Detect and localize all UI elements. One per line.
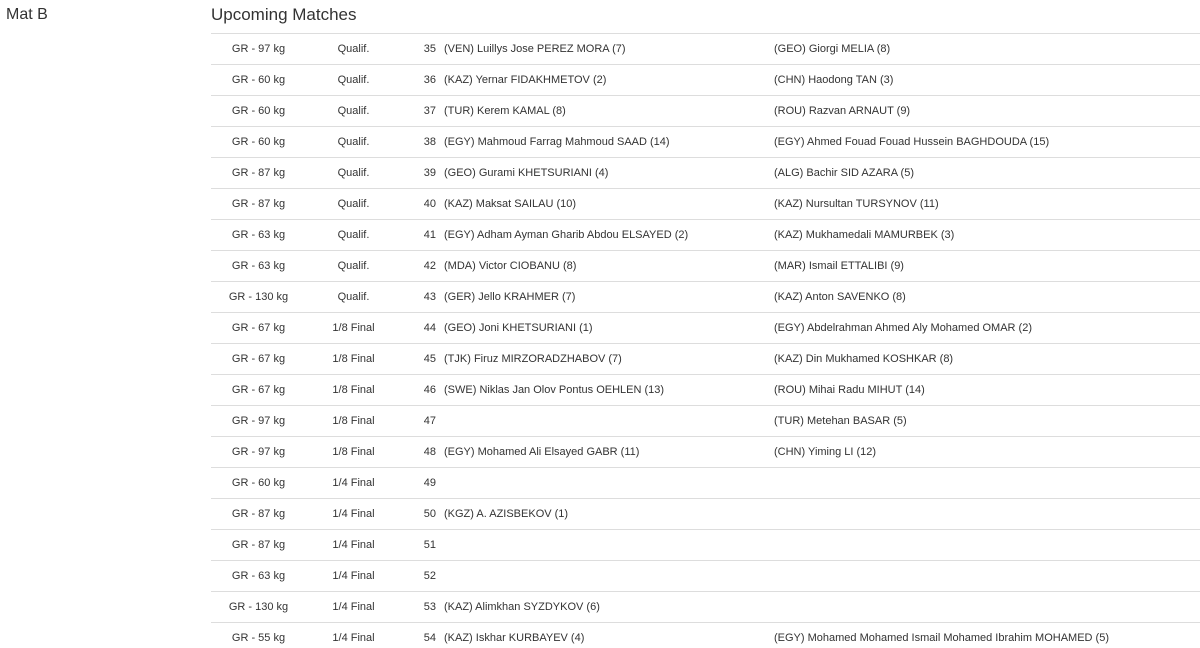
match-category: GR - 67 kg (231, 322, 286, 334)
blue-competitor: (TUR) Metehan BASAR (5) (774, 415, 907, 427)
blue-competitor: (MAR) Ismail ETTALIBI (9) (774, 260, 904, 272)
match-category: GR - 60 kg (231, 74, 286, 86)
blue-competitor: (KAZ) Nursultan TURSYNOV (11) (774, 198, 939, 210)
match-number: 46 (423, 384, 436, 396)
match-number: 41 (423, 229, 436, 241)
match-row (211, 158, 1200, 189)
match-row (211, 406, 1200, 437)
match-number: 43 (423, 291, 436, 303)
match-row (211, 220, 1200, 251)
match-row (211, 65, 1200, 96)
match-number: 48 (423, 446, 436, 458)
match-category: GR - 87 kg (231, 198, 286, 210)
red-competitor: (GEO) Gurami KHETSURIANI (4) (444, 167, 609, 179)
match-number: 52 (423, 570, 436, 582)
match-category: GR - 63 kg (231, 570, 286, 582)
match-round: 1/8 Final (332, 384, 375, 396)
blue-competitor: (CHN) Haodong TAN (3) (774, 74, 894, 86)
match-round: Qualif. (337, 167, 370, 179)
match-number: 50 (423, 508, 436, 520)
match-row (211, 530, 1200, 561)
match-number: 40 (423, 198, 436, 210)
match-round: 1/4 Final (332, 570, 375, 582)
match-row (211, 189, 1200, 220)
match-row (211, 437, 1200, 468)
match-row (211, 127, 1200, 158)
blue-competitor: (GEO) Giorgi MELIA (8) (774, 43, 891, 55)
match-round: 1/4 Final (332, 508, 375, 520)
match-round: Qualif. (337, 260, 370, 272)
match-round: 1/8 Final (332, 322, 375, 334)
match-row (211, 623, 1200, 648)
match-category: GR - 97 kg (231, 446, 286, 458)
match-round: Qualif. (337, 105, 370, 117)
red-competitor: (VEN) Luillys Jose PEREZ MORA (7) (444, 43, 626, 55)
blue-competitor: (KAZ) Din Mukhamed KOSHKAR (8) (774, 353, 954, 365)
match-category: GR - 97 kg (231, 43, 286, 55)
match-number: 47 (423, 415, 436, 427)
blue-competitor: (EGY) Mohamed Mohamed Ismail Mohamed Ibrahim MOHAMED (5) (774, 632, 1109, 644)
red-competitor: (MDA) Victor CIOBANU (8) (444, 260, 577, 272)
mat-label: Mat B (6, 6, 48, 23)
match-row (211, 34, 1200, 65)
red-competitor: (KAZ) Alimkhan SYZDYKOV (6) (444, 601, 600, 613)
match-round: Qualif. (337, 229, 370, 241)
match-number: 45 (423, 353, 436, 365)
match-number: 51 (423, 539, 436, 551)
match-category: GR - 63 kg (231, 260, 286, 272)
match-number: 53 (423, 601, 436, 613)
match-number: 37 (423, 105, 436, 117)
red-competitor: (GER) Jello KRAHMER (7) (444, 291, 576, 303)
red-competitor: (TUR) Kerem KAMAL (8) (444, 105, 566, 117)
match-row (211, 468, 1200, 499)
match-row (211, 96, 1200, 127)
red-competitor (444, 406, 769, 436)
red-competitor: (KAZ) Maksat SAILAU (10) (444, 198, 577, 210)
match-category: GR - 60 kg (231, 136, 286, 148)
match-category: GR - 87 kg (231, 539, 286, 551)
red-competitor (444, 561, 769, 591)
blue-competitor (774, 561, 1194, 591)
match-round: 1/4 Final (332, 601, 375, 613)
match-number: 44 (423, 322, 436, 334)
red-competitor: (KGZ) A. AZISBEKOV (1) (444, 508, 569, 520)
blue-competitor (774, 530, 1194, 560)
match-category: GR - 60 kg (231, 105, 286, 117)
red-competitor: (SWE) Niklas Jan Olov Pontus OEHLEN (13) (444, 384, 665, 396)
match-category: GR - 63 kg (231, 229, 286, 241)
match-row (211, 251, 1200, 282)
match-round: Qualif. (337, 136, 370, 148)
match-round: 1/8 Final (332, 446, 375, 458)
blue-competitor: (ROU) Razvan ARNAUT (9) (774, 105, 911, 117)
match-category: GR - 67 kg (231, 384, 286, 396)
match-round: Qualif. (337, 291, 370, 303)
match-category: GR - 87 kg (231, 167, 286, 179)
match-round: 1/4 Final (332, 632, 375, 644)
match-row (211, 282, 1200, 313)
match-round: Qualif. (337, 74, 370, 86)
red-competitor: (GEO) Joni KHETSURIANI (1) (444, 322, 593, 334)
match-row (211, 313, 1200, 344)
match-number: 38 (423, 136, 436, 148)
match-category: GR - 97 kg (231, 415, 286, 427)
match-round: Qualif. (337, 198, 370, 210)
red-competitor: (EGY) Adham Ayman Gharib Abdou ELSAYED (2) (444, 229, 689, 241)
match-category: GR - 60 kg (231, 477, 286, 489)
blue-competitor: (KAZ) Mukhamedali MAMURBEK (3) (774, 229, 955, 241)
blue-competitor: (EGY) Abdelrahman Ahmed Aly Mohamed OMAR (2) (774, 322, 1032, 334)
match-row (211, 592, 1200, 623)
blue-competitor (774, 499, 1194, 529)
red-competitor (444, 468, 769, 498)
match-round: 1/4 Final (332, 477, 375, 489)
blue-competitor: (KAZ) Anton SAVENKO (8) (774, 291, 906, 303)
blue-competitor (774, 468, 1194, 498)
match-row (211, 375, 1200, 406)
blue-competitor: (EGY) Ahmed Fouad Fouad Hussein BAGHDOUDA (15) (774, 136, 1050, 148)
match-number: 54 (423, 632, 436, 644)
match-number: 36 (423, 74, 436, 86)
match-number: 39 (423, 167, 436, 179)
blue-competitor: (ROU) Mihai Radu MIHUT (14) (774, 384, 925, 396)
match-round: 1/8 Final (332, 353, 375, 365)
red-competitor: (EGY) Mohamed Ali Elsayed GABR (11) (444, 446, 640, 458)
upcoming-matches-title: Upcoming Matches (211, 5, 357, 24)
match-category: GR - 67 kg (231, 353, 286, 365)
match-category: GR - 130 kg (228, 601, 289, 613)
red-competitor: (KAZ) Iskhar KURBAYEV (4) (444, 632, 585, 644)
match-number: 42 (423, 260, 436, 272)
match-category: GR - 55 kg (231, 632, 286, 644)
red-competitor (444, 530, 769, 560)
match-row (211, 499, 1200, 530)
red-competitor: (KAZ) Yernar FIDAKHMETOV (2) (444, 74, 607, 86)
match-category: GR - 87 kg (231, 508, 286, 520)
match-number: 35 (423, 43, 436, 55)
match-row (211, 344, 1200, 375)
match-row (211, 561, 1200, 592)
red-competitor: (TJK) Firuz MIRZORADZHABOV (7) (444, 353, 622, 365)
blue-competitor (774, 592, 1194, 622)
match-category: GR - 130 kg (228, 291, 289, 303)
match-round: 1/8 Final (332, 415, 375, 427)
red-competitor: (EGY) Mahmoud Farrag Mahmoud SAAD (14) (444, 136, 670, 148)
match-number: 49 (423, 477, 436, 489)
blue-competitor: (CHN) Yiming LI (12) (774, 446, 877, 458)
match-round: 1/4 Final (332, 539, 375, 551)
blue-competitor: (ALG) Bachir SID AZARA (5) (774, 167, 914, 179)
matches-table (211, 33, 1200, 648)
match-round: Qualif. (337, 43, 370, 55)
